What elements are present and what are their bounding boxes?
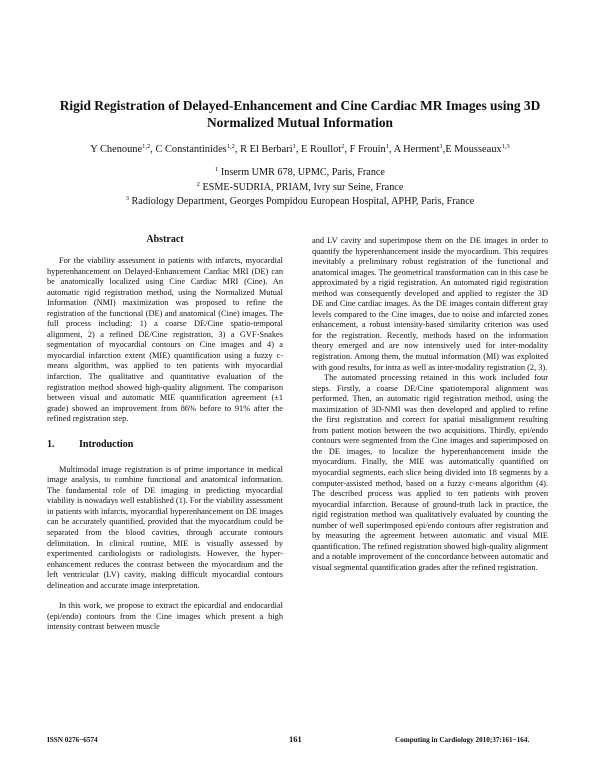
affiliation [40,166,560,181]
author-separator: , [442,144,446,155]
section-number: 1. [47,438,55,450]
affiliation-mark: 2 [196,180,200,188]
paper-title: Rigid Registration of Delayed-Enhancement and Cine Cardiac MR Images using 3D Normalized Mutual Information [59,98,541,130]
author-affiliation-mark: 1,2 [142,143,151,150]
left-column [47,234,283,633]
affiliation-text: Inserm UMR 678, UPMC, Paris, France [218,167,385,178]
author [155,144,240,155]
author-affiliation-mark: 1 [385,143,389,150]
author [350,144,394,155]
author-name: R El Berbari [240,144,293,155]
author-name: C Constantinides [155,144,227,155]
author-affiliation-mark: 1,3 [501,143,510,150]
section-title: Introduction [79,438,134,450]
author-name: A Herment [393,144,440,155]
section-heading-introduction [47,439,283,451]
author-separator: , [388,144,394,155]
author-name: E Mousseaux [445,144,502,155]
author-list [30,143,570,156]
author [442,143,510,155]
affiliation-mark: 3 [125,195,129,202]
footer-page-number: 161 [289,734,302,744]
author [90,144,155,155]
author [240,144,301,155]
author-affiliation-mark: 2 [341,143,345,150]
intro-paragraph-2: In this work, we propose to extract the epicardial and endocardial (epi/endo) contours from the Cine images which present a high intensity contrast between muscle [47,601,283,632]
affiliation [40,195,560,210]
author [394,144,446,155]
right-column [312,236,548,574]
author-separator: , [344,144,350,155]
author-separator: , [295,144,302,155]
author-name: E Roullot [301,144,342,155]
intro-paragraph-1: Multimodal image registration is of prime importance in medical image analysis, to combine functional and anatomical information. The fundamental role of DE imaging in predicting myocardial viability is nowadays well established (1). For the viability assessment in patients with infarcts, myocardial hyperenhancement on DE images can be accurately quantified, provided that the myocardium could be separated from the blood cavities, through accurate contours delimitation. In clinical routine, MIE is visually assessed by experimented cardiologists or radiologists. However, the hyper-enhancement reduces the contrast between the myocardium and the left ventricular (LV) cavity, making difficult myocardial contours delineation and accurate image interpretation. [47,464,283,590]
author-separator: , [150,144,156,155]
affiliation-mark: 1 [215,166,219,173]
author-affiliation-mark: 1,2 [226,143,235,150]
author-name: Y Chenoune [90,144,143,155]
footer-citation: Computing in Cardiology 2010;37:161−164. [395,736,530,744]
author-affiliation-mark: 1 [439,143,443,150]
author [301,144,350,155]
footer-issn: ISSN 0276−6574 [47,736,98,744]
author-name: F Frouin [349,144,386,155]
affiliation [40,181,560,196]
right-paragraph-2: The automated processing retained in this work included four steps. Firstly, a coarse DE/Cine spatiotemporal alignment was performed. Then, an automatic rigid registration method, using the maximization of 3D-NMI was then developed and applied to refine the first registration and correct for spatial misalignment resulting from patient motion between the two acquisitions. Thirdly, epi/endo contours were segmented from the Cine images and superimposed on the DE images, to localize the hyperenhancement inside the myocardium. Finally, the MIE was automatically quantified on myocardial segments, each slice being divided into 18 segments by a computer-assisted method, based on a fuzzy c-means algorithm (4). The described process was applied to ten patients with proven myocardial infarction. Because of ground-truth lack in practice, the rigid registration method was qualitatively evaluated by counting the number of well superimposed epi/endo contours after registration and by measuring the agreement between automatic and visual MIE quantification. The refined registration showed high-quality alignment and a notable improvement of the concordance between automatic and visual segmental quantification grades after the refined registration. [312,373,548,572]
affiliation-text: Radiology Department, Georges Pompidou European Hospital, APHP, Paris, France [128,196,475,207]
author-affiliation-mark: 1 [292,143,296,150]
affiliation-text: ESME-SUDRIA, PRIAM, Ivry sur Seine, France [199,181,404,193]
author-separator: , [234,144,241,155]
affiliation-list [40,166,560,210]
right-paragraph-1: and LV cavity and superimpose them on the DE images in order to quantify the hyperenhancement inside the myocardium. This requires inevitably a preliminary robust registration of the functional and anatomical images. The geometrical transformation can in this case be approximated by a rigid registration. An automated rigid registration method was consequently developed and applied to register the 3D DE and Cine cardiac images. As the DE images contain different gray levels compared to the Cine images, due to noise and infarcted zones enhancement, a robust intensity-based similarity criterion was used for the registration. Recently, methods based on the information theory emerged and are now intensively used for inter-modality registration. Among them, the mutual information (MI) was exploited with good results, for intra as well as inter-modality registration (2, 3). [312,236,548,372]
abstract-text: For the viability assessment in patients with infarcts, myocardial hyperenhancement on Delayed-Enhancement Cardiac MRI (DE) can be anatomically localized using Cine Cardiac MRI (Cine). An automatic rigid registration method, using the Normalized Mutual Information (NMI) maximization was proposed to refine the registration of the functional (DE) and anatomical (Cine) images. The full process including: 1) a coarse DE/Cine spatio-temporal alignment, 2) a refined DE/Cine registration, 3) a GVF-Snakes segmentation of myocardial contours on Cine images and 4) a myocardial infarction extent (MIE) quantification using a fuzzy c-means algorithm, was applied to ten patients with myocardial infarction. The qualitative and quantitative evaluation of the registration method showed high-quality alignment. The comparison between visual and automatic MIE quantification agreement (±1 grade) showed an improvement from 86% before to 91% after the refined registration step. [47,256,283,424]
abstract-heading: Abstract [146,234,184,245]
